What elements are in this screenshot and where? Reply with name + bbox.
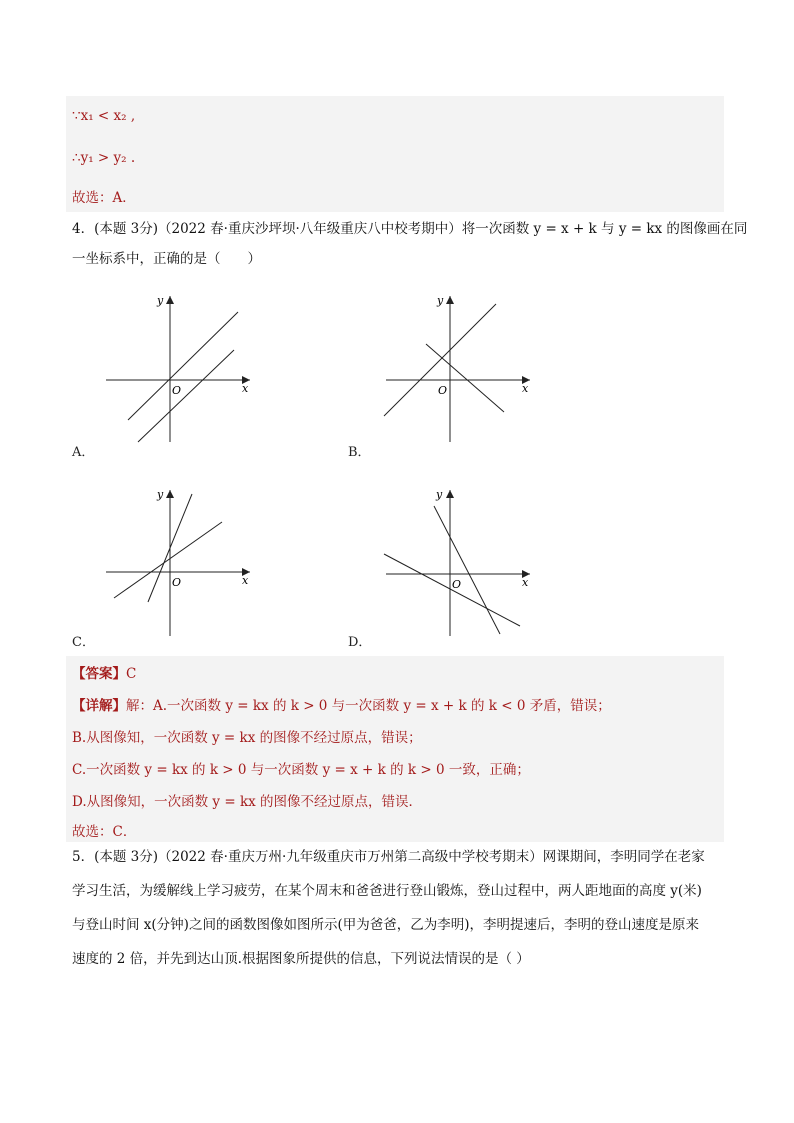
answer-line [72, 664, 136, 684]
answer-tag: 【答案】 [72, 666, 126, 682]
q5-stem-line-1: 5．(本题 3分)（2022 春·重庆万州·九年级重庆市万州第二高级中学校考期末）网课期间，李明同学在老家 [72, 849, 705, 865]
solution-block-prev [66, 96, 724, 212]
graph-option-b [380, 290, 550, 450]
solution-line-1: ∵x₁ < x₂ , [72, 108, 136, 124]
q5-stem-line-2: 学习生活，为缓解线上学习疲劳，在某个周末和爸爸进行登山锻炼，登山过程中，两人距地面的高度 y(米) [72, 883, 702, 899]
solution-line-2: ∴y₁ > y₂ . [72, 150, 136, 166]
graph-c-y-label: y [157, 488, 164, 501]
solution-conclusion: 故选：A． [72, 190, 136, 206]
option-label-c: C． [72, 635, 95, 650]
graph-d-y-label: y [436, 488, 443, 501]
answer-value: C [126, 666, 137, 682]
detail-line-c: C.一次函数 y = kx 的 k > 0 与一次函数 y = x + k 的 k > 0 一致，正确； [72, 762, 530, 778]
graph-a-origin-label: O [172, 384, 182, 397]
graph-b-origin-label: O [438, 384, 448, 397]
detail-line-b: B.从图像知，一次函数 y = kx 的图像不经过原点，错误； [72, 730, 422, 746]
detail-a-text: 解：A.一次函数 y = kx 的 k > 0 与一次函数 y = x + k 的 k < 0 矛盾，错误； [126, 698, 611, 714]
graph-d-origin-label: O [452, 578, 462, 591]
graph-option-c [100, 484, 270, 644]
graph-a-y-label: y [157, 294, 164, 307]
q5-stem-line-3: 与登山时间 x(分钟)之间的函数图像如图所示(甲为爸爸，乙为李明)，李明提速后，李明的登山速度是原来 [72, 917, 699, 933]
detail-line-a [72, 696, 611, 716]
option-label-d: D． [348, 635, 372, 650]
graph-c-origin-label: O [172, 576, 182, 589]
graph-option-a [100, 290, 270, 450]
graph-b-x-label: x [522, 382, 529, 395]
graph-b-y-label: y [437, 294, 444, 307]
q5-stem-line-4: 速度的 2 倍，并先到达山顶.根据图象所提供的信息，下列说法情误的是（ ） [72, 951, 530, 967]
q4-stem-line-1: 4．(本题 3分)（2022 春·重庆沙坪坝·八年级重庆八中校考期中）将一次函数 y = x + k 与 y = kx 的图像画在同 [72, 221, 748, 237]
q4-stem-line-2: 一坐标系中，正确的是（ ） [72, 251, 261, 267]
option-label-b: B． [348, 445, 371, 460]
graph-a-x-label: x [242, 382, 249, 395]
answer-conclusion: 故选：C． [72, 824, 137, 840]
graph-d-x-label: x [522, 576, 529, 589]
answer-block [66, 656, 724, 842]
detail-line-d: D.从图像知，一次函数 y = kx 的图像不经过原点，错误． [72, 794, 423, 810]
detail-tag: 【详解】 [72, 698, 126, 714]
graph-option-d [380, 484, 550, 644]
option-label-a: A． [72, 445, 95, 460]
graph-c-x-label: x [242, 574, 249, 587]
